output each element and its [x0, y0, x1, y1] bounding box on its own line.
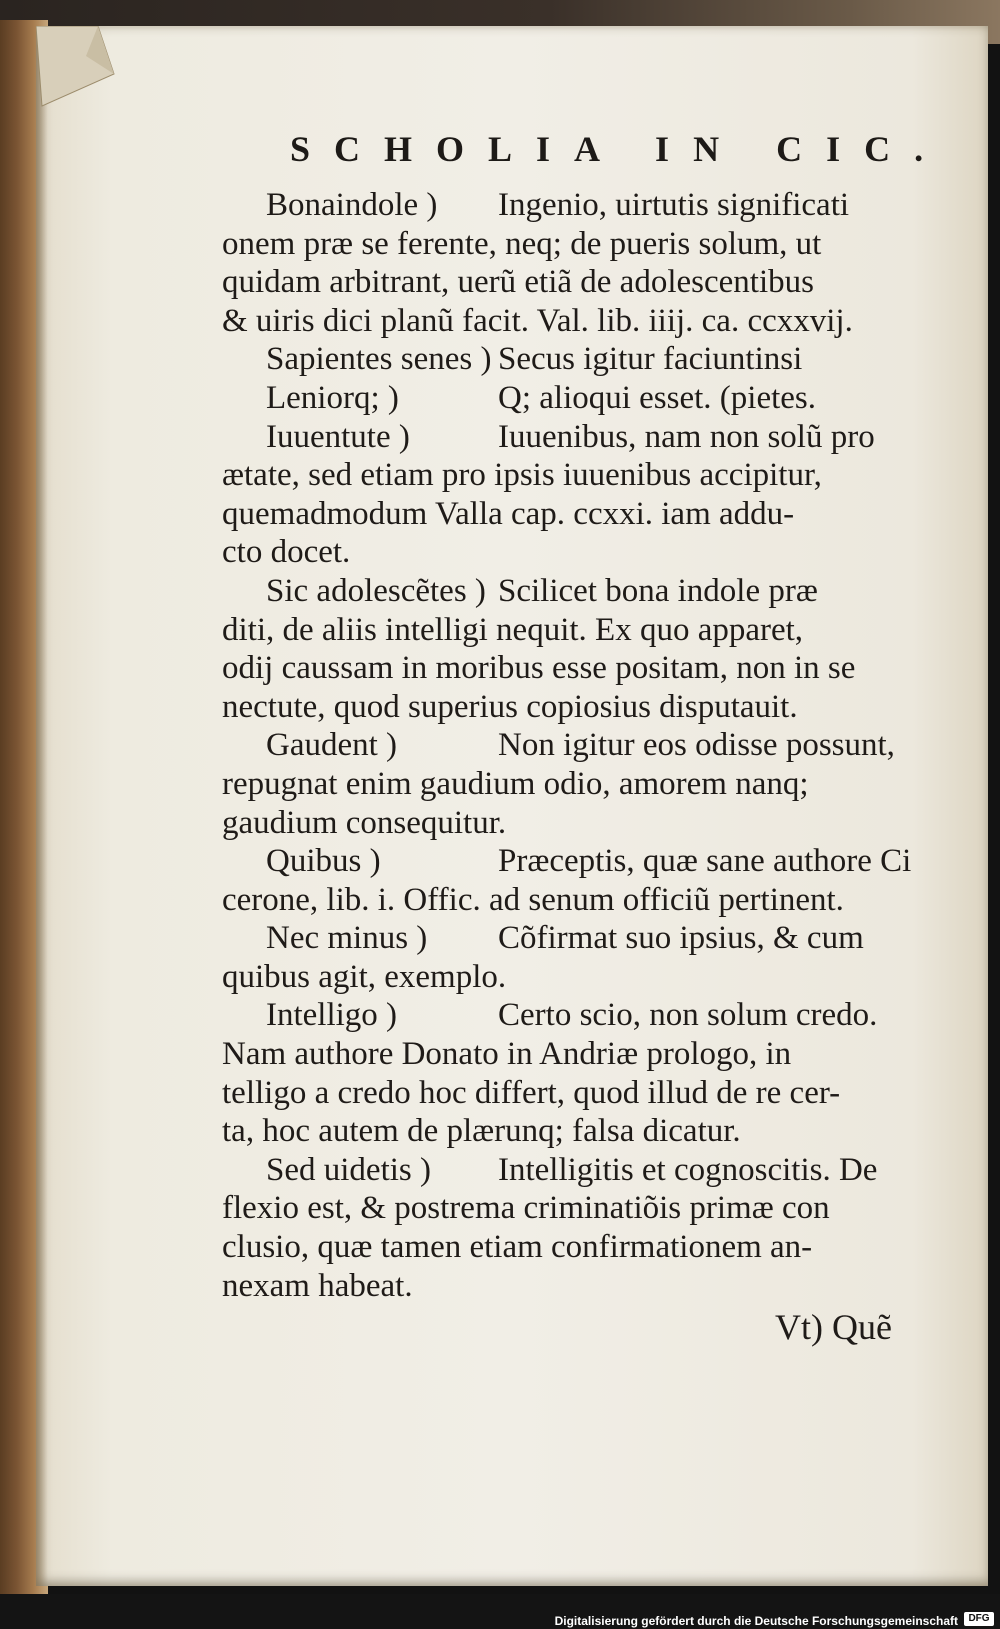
lemma: Sapientes senes ): [266, 341, 492, 378]
line-text: Nam authore Donato in Andriæ prologo, in: [222, 1036, 792, 1073]
line-text: quibus agit, exemplo.: [222, 958, 507, 995]
line-text: ta, hoc autem de plærunq; falsa dicatur.: [222, 1113, 741, 1150]
line-text: Præceptis, quæ sane authore Ci: [498, 843, 912, 880]
text-line: [222, 1267, 962, 1306]
lemma: Nec minus ): [266, 920, 428, 957]
text-line: [222, 379, 962, 418]
lemma: Quibus ): [266, 843, 381, 880]
folded-corner: [36, 26, 126, 116]
lemma: Leniorq; ): [266, 379, 399, 416]
catchword: Vt) Quẽ: [775, 1307, 892, 1347]
text-line: [222, 881, 962, 920]
text-line: [222, 456, 962, 495]
lemma: Bonaindole ): [266, 187, 438, 223]
line-text: Iuuenibus, nam non solũ pro: [498, 418, 875, 455]
line-text: clusio, quæ tamen etiam confirmationem an-: [222, 1229, 813, 1266]
lemma: Sed uidetis ): [266, 1151, 431, 1188]
text-line: [222, 186, 962, 225]
line-text: Intelligitis et cognoscitis. De: [498, 1151, 878, 1188]
text-line: [222, 726, 962, 765]
line-text: & uiris dici planũ facit. Val. lib. iiij. ca. ccxxvij.: [222, 302, 853, 339]
dfg-logo: DFG: [964, 1612, 994, 1626]
line-text: onem præ se ferente, neq; de pueris solum, ut: [222, 225, 822, 262]
line-text: ætate, sed etiam pro ipsis iuuenibus accipitur,: [222, 457, 822, 494]
line-text: diti, de aliis intelligi nequit. Ex quo apparet,: [222, 611, 804, 648]
body-text: [222, 186, 962, 1305]
line-text: Q; alioqui esset. (pietes.: [498, 379, 817, 416]
text-line: [222, 225, 962, 264]
line-text: Secus igitur faciuntinsi: [498, 341, 803, 378]
text-line: [222, 263, 962, 302]
line-text: repugnat enim gaudium odio, amorem nanq;: [222, 765, 809, 802]
text-line: [222, 649, 962, 688]
text-line: [222, 1035, 962, 1074]
text-line: [222, 996, 962, 1035]
text-line: [222, 1228, 962, 1267]
text-line: [222, 1074, 962, 1113]
text-line: [222, 611, 962, 650]
line-text: telligo a credo hoc differt, quod illud de re cer-: [222, 1074, 841, 1111]
text-line: [222, 842, 962, 881]
line-text: quemadmodum Valla cap. ccxxi. iam addu-: [222, 495, 795, 532]
line-text: nexam habeat.: [222, 1267, 413, 1304]
line-text: Ingenio, uirtutis significati: [498, 187, 850, 223]
text-line: [222, 688, 962, 727]
line-text: quidam arbitrant, uerũ etiã de adolescentibus: [222, 264, 814, 301]
line-text: flexio est, & postrema criminatiõis primæ con: [222, 1190, 830, 1227]
text-line: [222, 919, 962, 958]
lemma: Intelligo ): [266, 997, 398, 1034]
lemma: Sic adolescẽtes ): [266, 572, 486, 609]
text-line: [222, 958, 962, 997]
line-text: Certo scio, non solum credo.: [498, 997, 878, 1034]
text-line: [222, 340, 962, 379]
text-line: [222, 1189, 962, 1228]
text-line: [222, 572, 962, 611]
text-line: [222, 495, 962, 534]
text-line: [222, 804, 962, 843]
line-text: cto docet.: [222, 534, 351, 571]
text-line: [222, 1112, 962, 1151]
text-line: [222, 418, 962, 457]
line-text: odij caussam in moribus esse positam, non in se: [222, 650, 856, 687]
lemma: Gaudent ): [266, 727, 398, 764]
running-head: SCHOLIA IN CIC.: [290, 129, 948, 169]
line-text: Non igitur eos odisse possunt,: [498, 727, 895, 764]
text-line: [222, 302, 962, 341]
lemma: Iuuentute ): [266, 418, 410, 455]
line-text: Scilicet bona indole præ: [498, 572, 818, 609]
line-text: gaudium consequitur.: [222, 804, 507, 841]
text-line: [222, 765, 962, 804]
line-text: Cõfirmat suo ipsius, & cum: [498, 920, 864, 957]
line-text: cerone, lib. i. Offic. ad senum officiũ pertinent.: [222, 881, 844, 918]
line-text: nectute, quod superius copiosius disputauit.: [222, 688, 798, 725]
text-line: [222, 533, 962, 572]
funding-credit: Digitalisierung gefördert durch die Deutsche Forschungsgemeinschaft: [554, 1614, 958, 1628]
text-line: [222, 1151, 962, 1190]
